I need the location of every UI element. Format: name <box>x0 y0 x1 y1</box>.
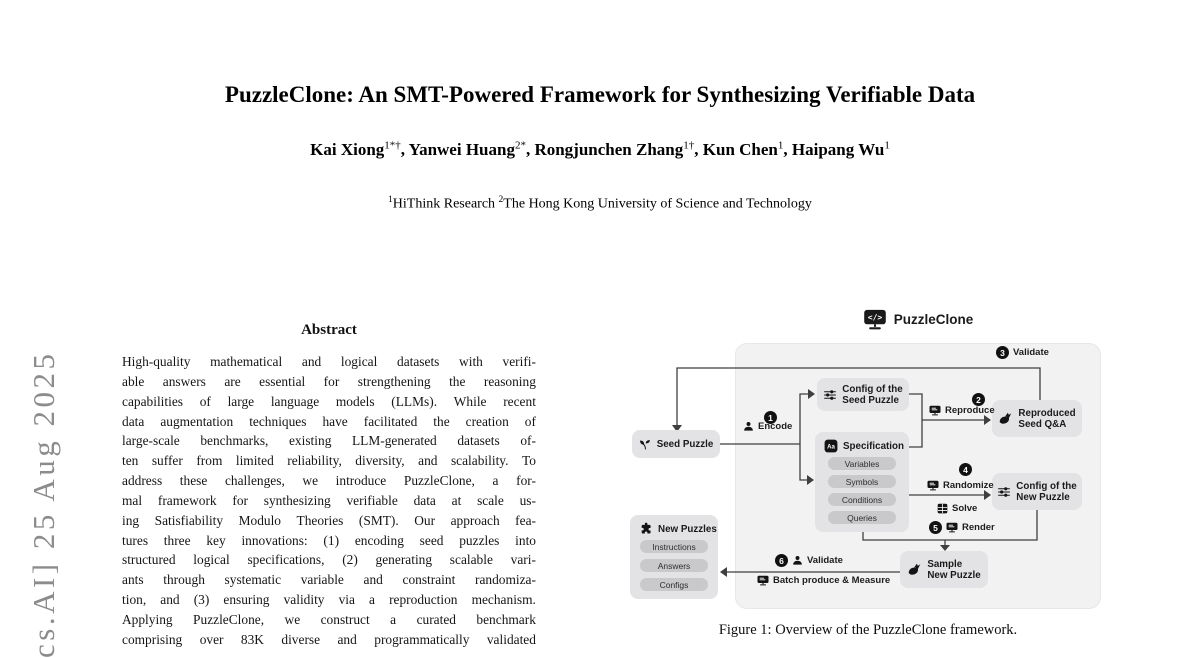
step-validate-top <box>996 346 1049 359</box>
abstract-line: capabilities of large language models (LLMs). While recent <box>122 393 536 409</box>
paper-title: PuzzleClone: An SMT-Powered Framework for Synthesizing Verifiable Data <box>224 82 976 107</box>
node-label: Seed Puzzle <box>656 438 714 450</box>
affiliation-line: $^1$HiThink Research $^2$The Hong Kong University of Science and Technology <box>388 195 812 212</box>
step-label: Encode <box>758 421 793 432</box>
new-puzzles-pills <box>640 540 708 591</box>
specification-pills <box>828 457 896 524</box>
node-label-line1: Sample <box>927 558 963 570</box>
step-2-badge: 2 <box>972 393 985 406</box>
step-label: Solve <box>952 503 978 514</box>
node-label-line2: Seed Q&A <box>1018 418 1067 430</box>
author: Yanwei Huang$^{2*}$ <box>408 139 526 159</box>
abstract-line: Applying PuzzleClone, we construct a curated benchmark <box>122 611 536 627</box>
abstract-body <box>122 352 536 650</box>
abstract-line: High-quality mathematical and logical datasets with verifi- <box>122 354 536 369</box>
svg-text:Aa: Aa <box>827 443 835 451</box>
monitor-icon <box>927 480 939 491</box>
step-encode <box>743 421 792 432</box>
abstract-line: tures three key innovations: (1) encoding seed puzzles into <box>122 532 536 548</box>
node-sample-new-puzzle <box>900 551 988 588</box>
node-reproduced-seed-qa <box>992 400 1082 437</box>
monitor-icon <box>929 405 941 416</box>
step-4-badge: 4 <box>959 463 972 476</box>
step-5-badge: 5 <box>929 521 942 534</box>
aa-badge-icon <box>824 439 838 453</box>
svg-text:</>: </> <box>867 313 882 323</box>
pill-queries: Queries <box>828 511 896 524</box>
author: Kai Xiong$^{1*\dagger}$ <box>310 139 401 159</box>
abstract-line: able answers are essential for strengthening the reasoning <box>122 373 536 389</box>
step-3-badge: 3 <box>996 346 1009 359</box>
abstract-line: ants through systematic variable and constraint randomiza- <box>122 572 536 588</box>
arxiv-stamp: cs.AI] 25 Aug 2025 <box>26 350 61 658</box>
node-label-line2: New Puzzle <box>927 569 981 581</box>
author: Haipang Wu$^1$ <box>791 139 890 159</box>
step-batch-produce <box>757 575 890 586</box>
monitor-icon <box>946 522 958 533</box>
puzzle-piece-icon <box>639 522 653 536</box>
step-label: Reproduce <box>945 405 995 416</box>
node-label-line2: Seed Puzzle <box>842 394 899 406</box>
node-label: New Puzzles <box>658 523 717 535</box>
step-6-badge: 6 <box>775 554 788 567</box>
abstract-section <box>122 322 536 650</box>
bird-icon <box>907 563 922 576</box>
pill-symbols: Symbols <box>828 475 896 488</box>
pill-configs: Configs <box>640 578 708 591</box>
abstract-line: large-scale benchmarks, existing LLM-generated datasets of- <box>122 433 536 449</box>
node-seed-puzzle <box>632 430 720 458</box>
author-line: Kai Xiong$^{1*\dagger}$, Yanwei Huang$^{2*}$, Rongjunchen Zhang$^{1\dagger}$, Kun Chen$^1$, Haipang Wu$^1$ <box>310 139 890 159</box>
logo-label: PuzzleClone <box>893 312 974 327</box>
node-config-seed <box>817 378 909 411</box>
step-validate-bottom <box>775 554 843 567</box>
node-label-line2: New Puzzle <box>1016 491 1070 503</box>
bird-icon <box>998 412 1013 425</box>
sliders-icon <box>823 388 837 402</box>
abstract-heading: Abstract <box>301 322 357 338</box>
abstract-line: data augmentation techniques have facilitated the creation of <box>122 413 536 429</box>
step-label: Validate <box>1013 347 1049 358</box>
affiliation: HiThink Research <box>392 196 496 212</box>
sprout-icon <box>639 438 652 451</box>
pill-conditions: Conditions <box>828 493 896 506</box>
node-label: Specification <box>843 440 904 452</box>
abstract-line: ten suffer from limited reliability, diversity, and scalability. To <box>122 453 536 469</box>
node-label-line1: Config of the <box>842 383 903 395</box>
step-render <box>929 521 995 534</box>
step-label: Randomize <box>943 480 994 491</box>
node-label-line1: Reproduced <box>1018 407 1076 419</box>
grid-icon <box>937 503 948 514</box>
step-randomize <box>927 480 994 491</box>
step-label: Batch produce & Measure <box>773 575 891 586</box>
figure-1-diagram <box>628 300 1108 648</box>
figure-caption: Figure 1: Overview of the PuzzleClone framework. <box>718 622 1018 638</box>
node-new-puzzles <box>630 515 718 599</box>
pill-variables: Variables <box>828 457 896 470</box>
affiliation: The Hong Kong University of Science and Technology <box>503 196 812 212</box>
person-icon <box>792 555 803 566</box>
step-solve <box>937 503 977 514</box>
sliders-icon <box>997 485 1011 499</box>
abstract-line: ing Satisfiability Modulo Theories (SMT). Our approach fea- <box>122 512 536 528</box>
person-icon <box>743 421 754 432</box>
monitor-icon <box>757 575 769 586</box>
step-label: Render <box>962 522 995 533</box>
node-config-new <box>992 473 1082 510</box>
step-label: Validate <box>807 555 843 566</box>
abstract-line: mal framework for synthesizing verifiable data at scale us- <box>122 492 536 508</box>
pill-instructions: Instructions <box>640 540 708 553</box>
node-label-line1: Config of the <box>1016 480 1077 492</box>
step-reproduce <box>929 405 995 416</box>
abstract-line: tion, and (3) ensuring validity via a reproduction mechanism. <box>122 592 536 608</box>
abstract-line: structured logical specifications, (2) generating scalable vari- <box>122 552 536 568</box>
step-1-badge: 1 <box>764 411 777 424</box>
abstract-line: comprising over 83K diverse and programmatically validated <box>122 631 536 647</box>
abstract-line: address these challenges, we introduce PuzzleClone, a for- <box>122 473 536 489</box>
pill-answers: Answers <box>640 559 708 572</box>
author: Rongjunchen Zhang$^{1\dagger}$ <box>534 139 695 159</box>
author: Kun Chen$^1$ <box>702 139 784 159</box>
node-specification <box>815 432 909 532</box>
